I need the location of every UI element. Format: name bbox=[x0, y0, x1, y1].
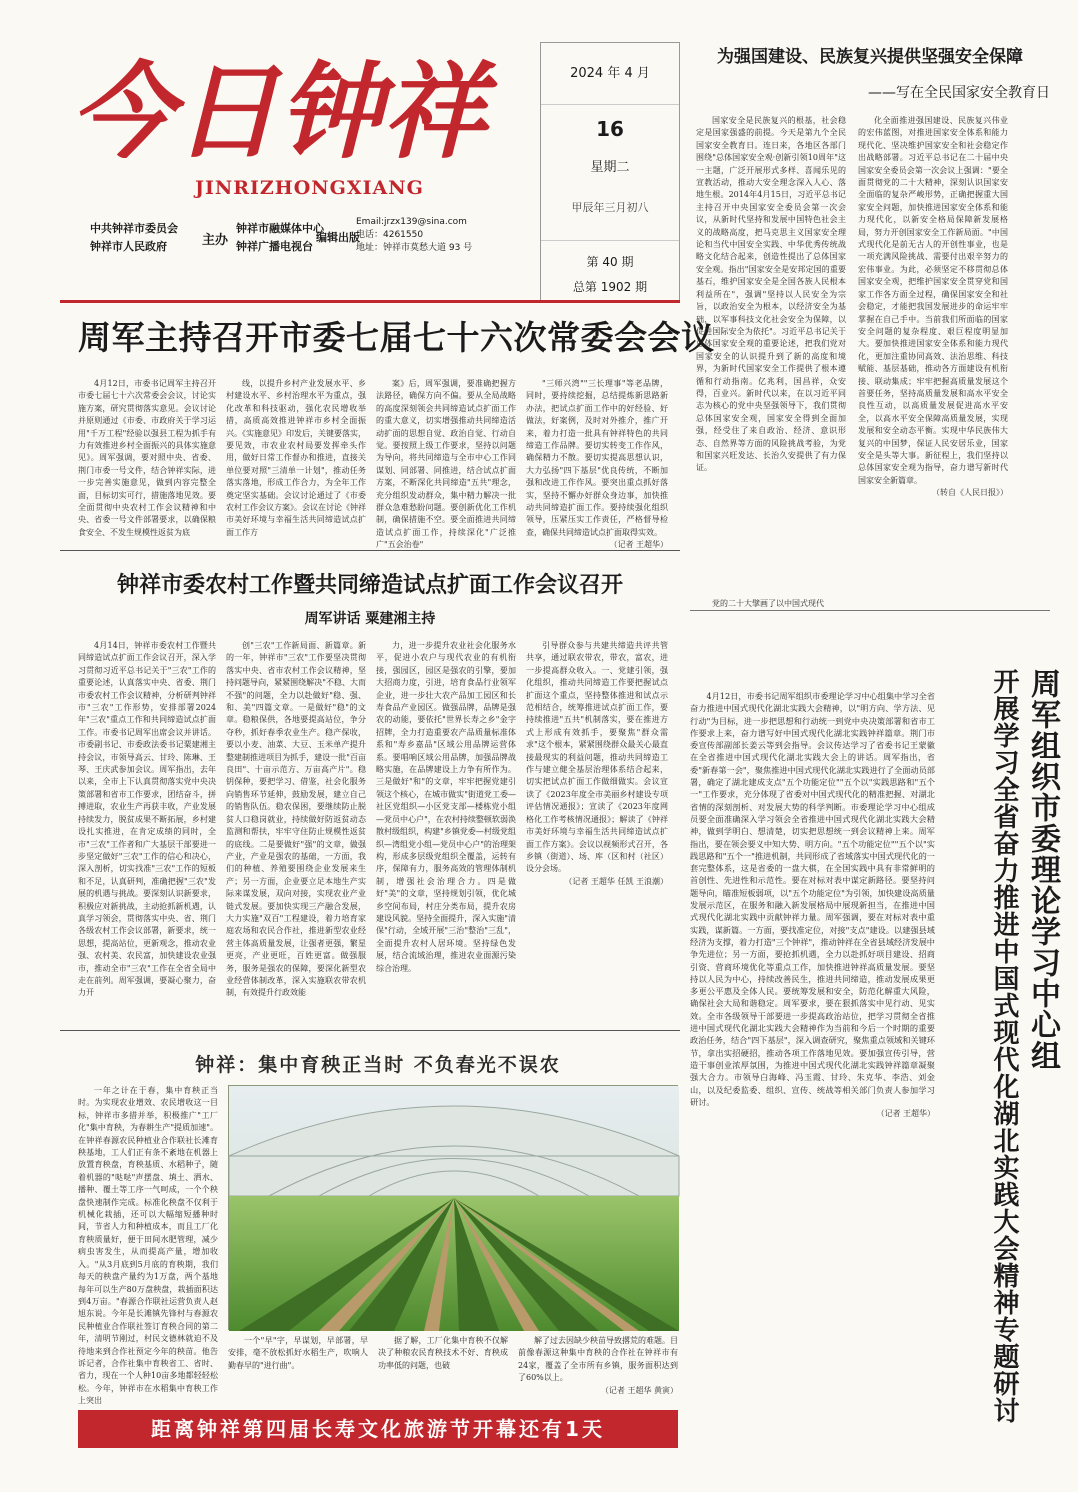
article1-col-3 bbox=[376, 378, 516, 550]
date-lunar: 甲辰年三月初八 bbox=[541, 193, 679, 241]
article1-title: 周军主持召开市委七届七十六次常委会会议 bbox=[78, 318, 715, 357]
date-box bbox=[540, 42, 680, 302]
right2-body bbox=[690, 690, 935, 1430]
masthead-divider bbox=[60, 300, 680, 303]
article2-title: 钟祥市委农村工作暨共同缔造试点扩面工作会议召开 bbox=[116, 573, 623, 598]
right2-para-1: 4月12日，市委书记周军组织市委理论学习中心组集中学习全省奋力推进中国式现代化湖北实践大会精神，以"明方向、学方法、见行动"为目标，进一步把思想和行动统一到党中央决策部署和省市工作要求上来，奋力谱写好中国式现代化湖北实践钟祥篇章。荆门市委宣传部副部长姜云等到会指导。会议传达学习了省委书记王蒙徽在全省推进中国式现代化湖北实践大会上的讲话。周军指出，省委"新春第一会"，聚焦推进中国式现代化湖北实践进行了全面动员部署，确定了湖北建成支点"五个功能定位""五个以"实践思路和"五个一"工作要求，充分体现了省委对中国式现代化的精准把握、对湖北省情的深刻剖析、对发展大势的科学判断。市委理论学习中心组成员要全面准确深入学习领会全省推进中国式现代化湖北实践大会精神，做到学明白、想清楚，切实把思想统一到会议精神上来。周军指出，要在领会要义中知大势、明方向。"五个功能定位""五个以"实践思路和"五个一"推进机制，共同形成了省域落实中国式现代化的一套完整体系，这是省委的一盘大棋，在全国实践中具有非常鲜明的首创性、先进性和示范性。要在对标对表中谋定新路径。要坚持问题导向，瞄准短板弱项，以"五个功能定位"为引领，加快建设高质量发展示范区，在服务和融入新发展格局中展现新担当，在推进中国式现代化湖北实践中贡献钟祥力量。周军强调，要在对标对表中重实践，谋新篇。一方面，要找准定位，对接"支点"建设。以建强县域经济为支撑，着力打造"三个钟祥"，推动钟祥在全省县域经济发展中争先进位；另一方面，要抢抓机遇，全力以赴抓好项目建设、招商引资、营商环境优化等重点工作，加快推进钟祥高质量发展。要坚持以人民为中心，持续改善民生，推进共同缔造，推动发展成果更多更公平惠及全体人民。要统筹发展和安全，防范化解重大风险，确保社会大局和谐稳定。周军要求，要在狠抓落实中见行动、见实效。全市各级领导干部要进一步提高政治站位，把学习贯彻全省推进中国式现代化湖北实践大会精神作为当前和今后一个时期的重要政治任务，结合"四下基层"，深入调查研究，聚焦重点领域和关键环节，拿出实招硬招，推动各项工作落地见效。要加强宣传引导，营造干事创业浓厚氛围，为推进中国式现代化湖北实践钟祥篇章凝聚强大合力。市领导白海峰、冯玉霞、甘玲、朱克华、李浩、刘金山，以及纪委监委、组织、宣传、统战等相关部门负责人参加学习研讨。 bbox=[690, 691, 935, 1107]
media-center: 钟祥市融媒体中心 bbox=[236, 222, 324, 235]
right1-col-1 bbox=[696, 115, 846, 595]
article1-credit: （记者 王超华） bbox=[609, 540, 668, 550]
date-weekday: 星期二 bbox=[590, 160, 630, 175]
masthead-logo bbox=[70, 48, 487, 173]
article2-para-2: 创"三农"工作新局面、新篇章。新的一年，钟祥市"三农"工作要坚决贯彻落实中央、省市农村工作会议精神，坚持问题导向，紧紧围绕解决"不稳、大而不强"的问题，全力以赴做好"稳、强、和、美"四篇文章。一是做好"稳"的文章。稳粮保供，各地要提高站位，争分夺秒，抓好春季农业生产。稳产保收，要以小麦、油菜、大豆、玉米单产提升整建制推进项目为抓手，建设一批"百亩良田"、十亩示范方、万亩高产片"。稳钥保种，要把学习、借鉴，社会化服务向销售环节延伸，鼓励发展，建立自己的销售队伍。稳农保困，要继续防止脱贫人口稳岗就业，持续做好防返贫动态监测和帮扶，牢牢守住防止规模性返贫的底线。二是要做好"强"的文章，做强产业，产业是强农的基础，一方面，我们的种植、养殖要围绕企业发展来生产；另一方面，企业要立足本地生产实际来谋发展，双向对接，实现农业产业链式发展。要加快实现三产融合发展，大力实施"双百"工程建设，着力培育家庭农场和农民合作社，推进新型农业经营主体高质量发展，让强者更强，繁星更亮，产业更旺，百姓更富。做强服务，服务是强农的保障，要深化新型农业经营体制改革，深入实施联农带农机制，有效提升行政效能 bbox=[226, 641, 366, 998]
right1-col-2 bbox=[858, 115, 1008, 595]
article3-para-4: 解了过去因缺少秧苗导致撂荒的难题。目前像春源这种集中育秧的合作社在钟祥市有24家，覆盖了全市所有乡镇，服务面积达到了60%以上。 bbox=[518, 1336, 678, 1383]
article3-col-2 bbox=[228, 1335, 368, 1375]
right1-para-1: 国家安全是民族复兴的根基，社会稳定是国家强盛的前提。今天是第九个全民国家安全教育日。连日来，各地区各部门围绕"总体国家安全观·创新引领10周年"这一主题，广泛开展形式多样、喜闻乐见的宣教活动，推动大安全理念深入人心、落地生根。2014年4月15日，习近平总书记主持召开中央国家安全委员会第一次会议，从新时代坚持和发展中国特色社会主义的战略高度，把马克思主义国家安全理论和当代中国安全实践、中华优秀传统战略文化结合起来，创造性提出了总体国家安全观。指出"国家安全是安邦定国的重要基石，维护国家安全是全国各族人民根本利益所在"，强调"坚持以人民安全为宗旨，以政治安全为根本，以经济安全为基础，以军事科技文化社会安全为保障，以促进国际安全为依托"。习近平总书记关于总体国家安全观的重要论述，把我们党对国家安全的认识提升到了新的高度和境界，为新时代国家安全工作提供了根本遵循和行动指南。亿兆利，国昌祥，众安得，百业兴。新时代以来，在以习近平同志为核心的党中央坚强领导下，我们贯彻总体国家安全观，国家安全得到全面加强，经受住了来自政治、经济、意识形态、自然界等方面的风险挑战考验，为党和国家兴旺发达、长治久安提供了有力保证。 bbox=[696, 116, 846, 473]
article2-para-3: 力，进一步提升农业社会化服务水平，促进小农户与现代农业的有机衔接，强园区，园区是强农的引擎，要加大招商力度，引进，培育食品行业领军企业，进一步壮大农产品加工园区和长寿食品产业园区。做强品牌，品牌是强农的动能，要依托"世界长寿之乡"金字招牌，全力打造重要农产品质量标准体系和"寿乡嘉品"区域公用品牌运营体系。要唱响区域公用品牌，加强品牌战略实施，在品牌建设上力争有所作为。三是做好"和"的文章，牢牢把握党建引领这个核心，在城市做实"街道党工委—社区党组织—小区党支部—楼栋党小组—党员中心户"，在农村持续整顿软弱涣散村级组织，构建"乡镇党委—村级党组织—湾组党小组—党员中心户"的治理架构，形成多层级党组织全覆盖，运转有序，保障有力，服务高效的管理体制机制，增强社会治理合力。四是做好"美"的文章，坚持规划引领，优化城乡空间布局，村庄分类布局，提升农房建设风貌。坚持全面提升，深入实施"清保"行动，全域开展"三治"整治"三乱"，全面提升农村人居环境。坚持绿色发展，结合流域治理，推进农业面源污染综合治理。 bbox=[376, 641, 516, 973]
masthead-pinyin: JINRIZHONGXIANG bbox=[195, 177, 424, 199]
media-tv: 钟祥广播电视台 bbox=[236, 240, 313, 253]
right1-subtitle: ——写在全民国家安全教育日 bbox=[868, 85, 1050, 101]
total-issue-number: 总第 1902 期 bbox=[572, 280, 648, 294]
sponsor-party: 中共钟祥市委员会 bbox=[90, 222, 178, 235]
right2-title-line-1: 周军组织市委理论学习中心组 bbox=[1025, 668, 1060, 1071]
article1-para-3: 案》后，周军强调，要准确把握方法路径，确保方向不偏。要从全局战略的高度深刻领会共同缔造试点扩面工作的重大意义，切实增强推动共同缔造活动扩面的思想自觉、政治自觉、行动自觉。要按照上级工作要求，坚持以问题为导向，将共同缔造与全市中心工作同谋划、同部署、同推进，结合试点扩面方案，不断深化共同缔造"五共"理念，充分组织发动群众，集中精力解决一批群众急难愁盼问题。要创新优化工作机制，确保措施不空。要全面推进共同缔造试点扩面工作，持续深化"广泛推广"五会治卷" bbox=[376, 379, 516, 550]
article2-divider bbox=[60, 1030, 680, 1031]
sponsor-government: 钟祥市人民政府 bbox=[90, 240, 167, 253]
sponsor-list bbox=[90, 220, 260, 256]
edit-label: 编辑出版 bbox=[316, 231, 360, 244]
festival-countdown-banner: 距离钟祥第四届长寿文化旅游节开幕还有1天 bbox=[78, 1410, 678, 1448]
article2-credit: （记者 王超华 任凯 王浪潮） bbox=[564, 876, 668, 886]
article2-col-4 bbox=[526, 640, 668, 1010]
article1-col-2 bbox=[226, 378, 366, 538]
right1-para-3: 党的二十大擘画了以中国式现代 bbox=[712, 599, 824, 608]
article1-col-4 bbox=[526, 378, 668, 550]
article1-para-4: "三师兴湾""三长理事"等老品牌，同时，要持续挖掘，总结提炼新思路新办法，把试点扩面工作中的好经验、好做法，好案例，及时对外推介，推广开来，着力打造一批具有钟祥特色的共同缔造工作品牌。要切实转变工作作风，确保精力不散。要切实提高思想认识，大力弘扬"四下基层"优良传统，不断加强和改进工作作风。要突出重点抓好落实，坚持不懈办好群众身边事，加快推动共同缔造扩面工作。要持续强化组织领导，压紧压实工作责任，严格督导检查，确保共同缔造试点扩面取得实效。 bbox=[526, 379, 668, 537]
greenhouse-photo bbox=[228, 1085, 678, 1330]
article1-col-1 bbox=[78, 378, 216, 538]
article3-credit: （记者 王超华 黄寅） bbox=[600, 1385, 678, 1395]
contact-phone: 电话：4261550 bbox=[356, 230, 424, 240]
right1-divider bbox=[690, 610, 1050, 611]
article2-col-3 bbox=[376, 640, 516, 1010]
issue-number: 第 40 期 bbox=[586, 255, 634, 269]
date-day: 16 bbox=[596, 117, 624, 141]
article2-col-2 bbox=[226, 640, 366, 1010]
article2-para-1: 4月14日，钟祥市委农村工作暨共同缔造试点扩面工作会议召开，深入学习贯彻习近平总书记关于"三农"工作的重要论述，认真落实中央、省委、荆门市委农村工作会议精神，分析研判钟祥市"三农"工作形势，安排部署2024年"三农"重点工作和共同缔造试点扩面工作。市委书记周军出席会议并讲话。市委副书记、市委政法委书记粟建湘主持会议，市领导高云、甘玲、陈琳、王琴、王庆武参加会议。周军指出，去年以来，全市上下认真贯彻落实党中央决策部署和省市工作要求，团结奋斗，拼搏进取，农业生产再获丰收，产业发展持续发力，脱贫成果不断拓展，乡村建设扎实推进，在肯定成绩的同时，全市"三农"工作者和广大基层干部要进一步坚定做好"三农"工作的信心和决心，深入剖析，切实找准"三农"工作的短板和不足，认真研判，准确把握"三农"发展的机遇与挑战。要深刻认识新要求，积极应对新挑战，主动抢抓新机遇，认真学习领会，贯彻落实中央、省、荆门各级农村工作会议部署，新要求，统一思想，提高站位，更新观念，推动农业强、农村美、农民富，加快建设农业强市，推动全市"三农"工作在全省全局中走在前列。周军强调，要凝心聚力，奋力开 bbox=[78, 641, 216, 998]
article2-col-1 bbox=[78, 640, 216, 1010]
right1-title: 为强国建设、民族复兴提供坚强安全保障 bbox=[717, 47, 1023, 67]
right1-credit: （转自《人民日报》） bbox=[932, 488, 1008, 498]
contact-address: 地址：钟祥市莫愁大道 93 号 bbox=[356, 243, 473, 253]
article3-para-1: 一年之计在于春，集中育秧正当时。为实现农业增效、农民增收这一目标，钟祥市多措并举，积极推广"工厂化"集中育秧，为春耕生产"提质加速"。在钟祥春源农民种植业合作联社长滩育秧基地，工人们正有条不紊地在机器上放置育秧盘，育秧基质、水稻种子，随着机器的"哒哒"声摆盘、填土、洒水、播种、覆土等工序一气呵成，一个个秧盘快速制作完成。标准化秧盘不仅利于机械化栽插，还可以大幅缩短播种时间，节省人力和种植成本，而且工厂化育秧质量好，便于田间水肥管理，减少病虫害发生，从而提高产量，增加收入。"从3月底到5月底的育秧期，我们每天的秧盘产量约为1万盘，两个基地每年可以生产80万盘秧盘，栽插面积达到4万亩。"春源合作联社运营负责人赵旭东说。今年是长滩镇先锋村与春源农民种植业合作联社签订育秧合同的第二年，清明节刚过，村民文德林就迫不及待地来到合作社预定今年的秧苗。他告诉记者，合作社集中育秧省工、省时、省力，现在一个人种10亩多地都轻轻松松。今年，钟祥市在水稻集中育秧工作上突出 bbox=[78, 1086, 218, 1406]
article2-para-4: 引导群众参与共建共缔造共评共管共享，通过联农带农，带农，富农，进一步提高群众收入。一、党建引领，强化组织，推动共同缔造工作要把握试点扩面这个重点，坚持整体推进和试点示范相结合，统筹推进试点扩面工作，要持续推进"五共"机制落实，要在推进方式上形成有效抓手，要聚焦"群众需求"这个根本，紧紧围绕群众最关心最直接最现实的利益问题，推动共同缔造工作与建立健全基层治理体系结合起来，切实把试点扩面工作做细做实。会议宣读了《2023年度全市美丽乡村建设专项评估情况通报》；宣读了《2023年度网格化工作考核情况通报》；解读了《钟祥市美好环境与幸福生活共同缔造试点扩面工作方案》。会议以视频形式召开，各乡镇（街道）、场、库（区和村（社区）设分会场。 bbox=[526, 641, 668, 874]
date-year-month: 2024 年 4 月 bbox=[541, 43, 679, 105]
article3-col-1 bbox=[78, 1085, 218, 1406]
right2-title-line-2: 开展学习全省奋力推进中国式现代化湖北实践大会精神专题研讨 bbox=[989, 668, 1019, 1424]
zhuban-label: 主办 bbox=[202, 233, 229, 248]
article1-divider bbox=[60, 550, 680, 551]
article1-para-2: 线，以提升乡村产业发展水平、乡村建设水平、乡村治理水平为重点，强化改革和科技驱动，强化农民增收举措，高质高效推进钟祥市乡村全面振兴。《实施意见》印发后，关键要落实，要见效，市农业农村局要发挥牵头作用，做好日常工作督办和推进，直接关单位要对照"三清单一计划"，推动任务落实落地，形成工作合力，为全年工作奠定坚实基础。会议讨论通过了《市委农村工作会议方案》。会议在讨论《钟祥市美好环境与幸福生活共同缔造试点扩面工作方 bbox=[226, 379, 366, 537]
right1-para-2: 化全面推进强国建设、民族复兴伟业的宏伟蓝图，对推进国家安全体系和能力现代化、坚决维护国家安全和社会稳定作出战略部署。习近平总书记在二十届中央国家安全委员会第一次会议上强调："要全面贯彻党的二十大精神，深刻认识国家安全面临的复杂严峻形势，正确把握重大国家安全问题，加快推进国家安全体系和能力现代化，以新安全格局保障新发展格局，努力开创国家安全工作新局面。"中国式现代化是前无古人的开创性事业，也是一项充满风险挑战、需要付出艰辛努力的宏伟事业。为此，必须坚定不移贯彻总体国家安全观，把维护国家安全贯穿党和国家工作各方面全过程，确保国家安全和社会稳定，才能把我国发展进步的命运牢牢掌握在自己手中。当前我们所面临的国家安全问题的复杂程度、艰巨程度明显加大。要加快推进国家安全体系和能力现代化，更加注重协同高效、法治思维、科技赋能、基层基础，推动各方面建设有机衔接、联动集成；牢牢把握高质量发展这个首要任务，坚持高质量发展和高水平安全良性互动，以高质量发展促进高水平安全，以高水平安全保障高质量发展，实现发展和安全动态平衡。实现中华民族伟大复兴的中国梦，保证人民安居乐业，国家安全是头等大事。新征程上，我们坚持以总体国家安全观为指导，奋力谱写新时代国家安全新篇章。 bbox=[858, 116, 1008, 485]
right2-credit: （记者 王超华） bbox=[876, 1109, 935, 1119]
right2-title bbox=[940, 668, 1060, 1428]
article3-title: 钟祥：集中育秧正当时 不负春光不误农 bbox=[195, 1054, 561, 1076]
contact-email: Email:jrzx139@sina.com bbox=[356, 217, 467, 227]
contact-info bbox=[356, 216, 536, 255]
article2-subtitle: 周军讲话 粟建湘主持 bbox=[304, 611, 436, 627]
article1-para-1: 4月12日，市委书记周军主持召开市委七届七十六次常委会会议，讨论实施方案，研究贯彻落实意见。会议讨论并原则通过《市委、市政府关于学习运用"千万工程"经验以强县工程为抓手有力有效推进乡村全面振兴的具体实施意见》。周军强调，要对照中央、省委、荆门市委一号文件，结合钟祥实际，进一步完善实施意见，做到内容完整全面，目标切实可行，措施落地见效。要全面贯彻中央农村工作会议精神和中央、省委一号文件部署要求，以确保粮食安全、不发生规模性返贫为底 bbox=[78, 379, 216, 537]
masthead-logo-text: 今日钟祥 bbox=[70, 50, 487, 173]
article3-col-3 bbox=[378, 1335, 508, 1375]
article3-para-3: 据了解，工厂化集中育秧不仅解决了种粮农民育秧技术不好、育秧成功率低的问题，也破 bbox=[378, 1336, 508, 1370]
article3-col-4 bbox=[518, 1335, 678, 1395]
article3-para-2: 一个"早"字，早谋划，早部署，早安排，毫不放松抓好水稻生产，吹响人勤春早的"进行曲"。 bbox=[228, 1336, 368, 1370]
